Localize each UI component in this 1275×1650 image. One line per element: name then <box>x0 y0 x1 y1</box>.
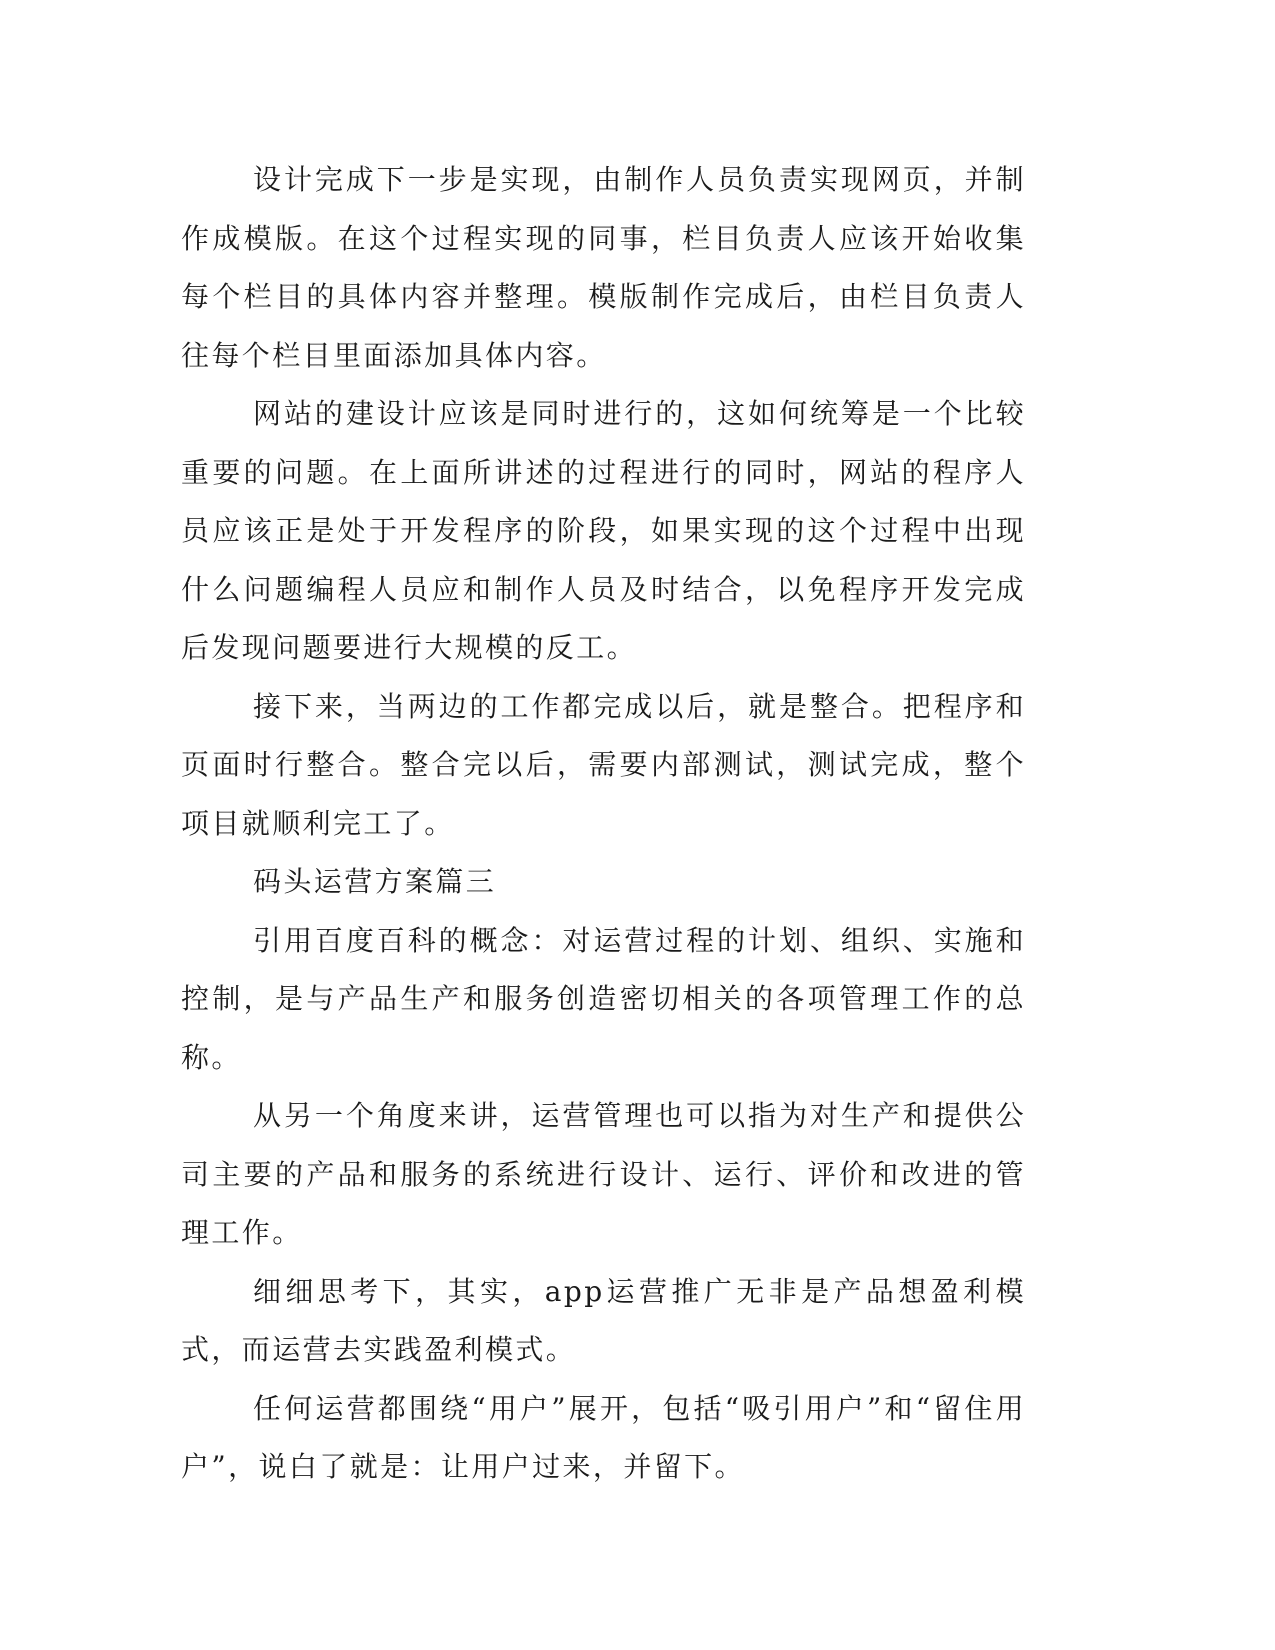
paragraph-website-template: 设计完成下一步是实现，由制作人员负责实现网页，并制作成模版。在这个过程实现的同事，栏目负责人应该开始收集每个栏目的具体内容并整理。模版制作完成后，由栏目负责人往每个栏目里面添加具体内容。 <box>181 163 1026 372</box>
paragraph-coordination: 网站的建设计应该是同时进行的，这如何统筹是一个比较重要的问题。在上面所讲述的过程进行的同时，网站的程序人员应该正是处于开发程序的阶段，如果实现的这个过程中出现什么问题编程人员应和制作人员及时结合，以免程序开发完成后发现问题要进行大规模的反工。 <box>181 397 1026 664</box>
paragraph-user-focus: 任何运营都围绕“用户”展开，包括“吸引用户”和“留住用户”，说白了就是：让用户过来，并留下。 <box>181 1391 1026 1483</box>
paragraph-integration: 接下来，当两边的工作都完成以后，就是整合。把程序和页面时行整合。整合完以后，需要内部测试，测试完成，整个项目就顺利完工了。 <box>181 689 1026 840</box>
paragraph-app-promotion: 细细思考下，其实，app运营推广无非是产品想盈利模式，而运营去实践盈利模式。 <box>181 1274 1026 1366</box>
document-page <box>181 151 1026 1497</box>
paragraph-operations-management: 从另一个角度来讲，运营管理也可以指为对生产和提供公司主要的产品和服务的系统进行设计、运行、评价和改进的管理工作。 <box>181 1099 1026 1249</box>
paragraph-definition: 引用百度百科的概念：对运营过程的计划、组织、实施和控制，是与产品生产和服务创造密切相关的各项管理工作的总称。 <box>181 923 1026 1074</box>
section-heading: 码头运营方案篇三 <box>253 865 497 898</box>
